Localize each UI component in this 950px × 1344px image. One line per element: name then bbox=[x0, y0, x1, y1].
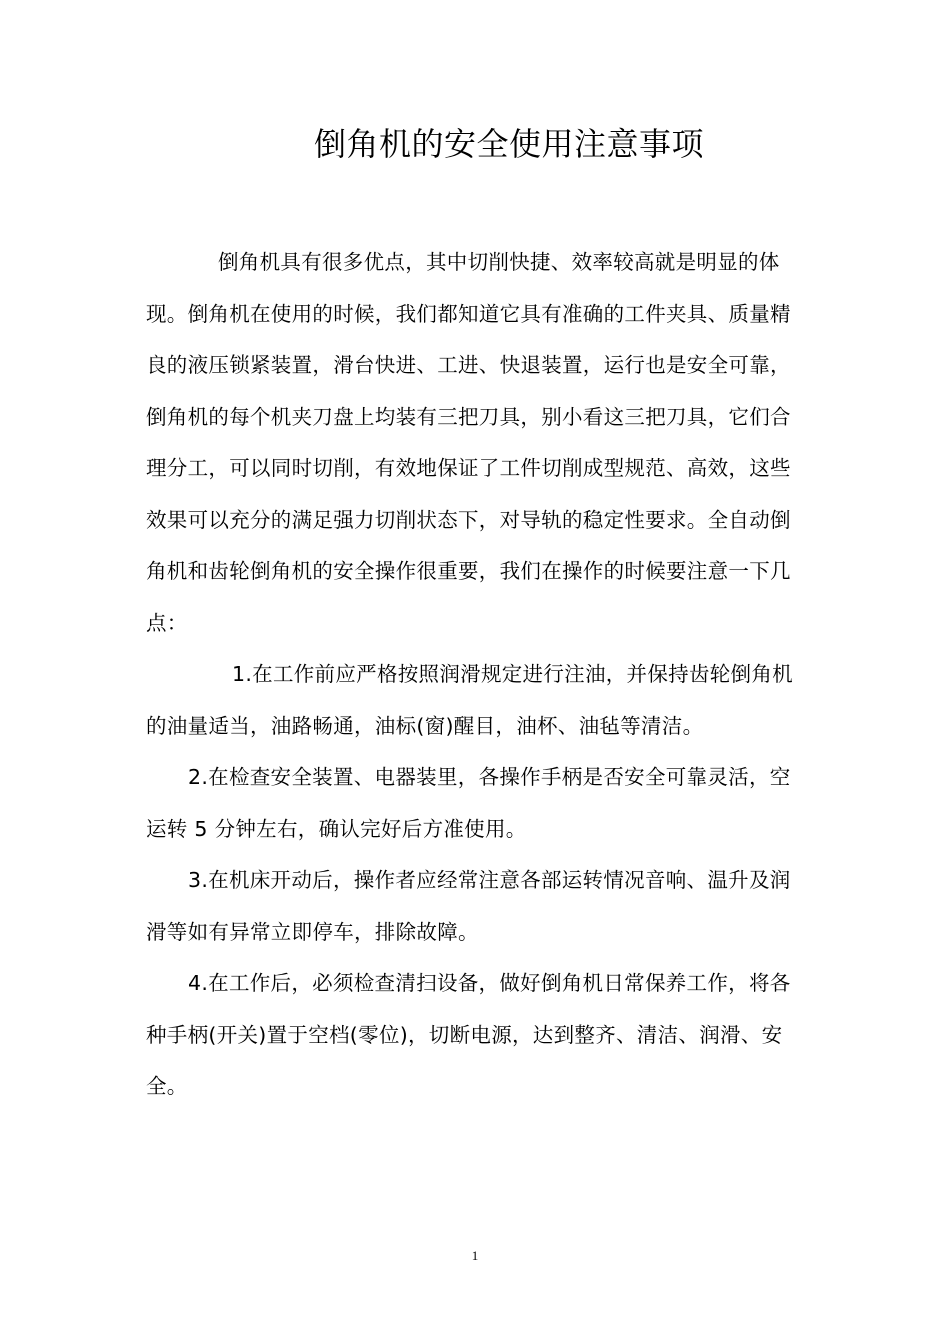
page-number: 1 bbox=[471, 1248, 479, 1263]
list-item-2: 2.在检查安全装置、电器装里，各操作手柄是否安全可靠灵活，空运转 5 分钟左右，确认完好后方准使用。 bbox=[146, 765, 791, 841]
document-title-row bbox=[0, 118, 950, 170]
list-item-4: 4.在工作后，必须检查清扫设备，做好倒角机日常保养工作，将各种手柄(开关)置于空档(零位)，切断电源，达到整齐、清洁、润滑、安全。 bbox=[146, 971, 791, 1098]
list-item-3: 3.在机床开动后，操作者应经常注意各部运转情况音响、温升及润滑等如有异常立即停车，排除故障。 bbox=[146, 868, 791, 944]
document-body bbox=[146, 237, 806, 1113]
list-item-1: 1.在工作前应严格按照润滑规定进行注油，并保持齿轮倒角机的油量适当，油路畅通，油标(窗)醒目，油杯、油毡等清洁。 bbox=[146, 662, 793, 738]
document-title: 倒角机的安全使用注意事项 bbox=[313, 125, 704, 163]
intro-paragraph: 倒角机具有很多优点，其中切削快捷、效率较高就是明显的体现。倒角机在使用的时候，我们都知道它具有准确的工件夹具、质量精良的液压锁紧装置，滑台快进、工进、快退装置，运行也是安全可靠，倒角机的每个机夹刀盘上均装有三把刀具，别小看这三把刀具，它们合理分工，可以同时切削，有效地保证了工件切削成型规范、高效，这些效果可以充分的满足强力切削状态下，对导轨的稳定性要求。全自动倒角机和齿轮倒角机的安全操作很重要，我们在操作的时候要注意一下几点： bbox=[146, 250, 791, 635]
